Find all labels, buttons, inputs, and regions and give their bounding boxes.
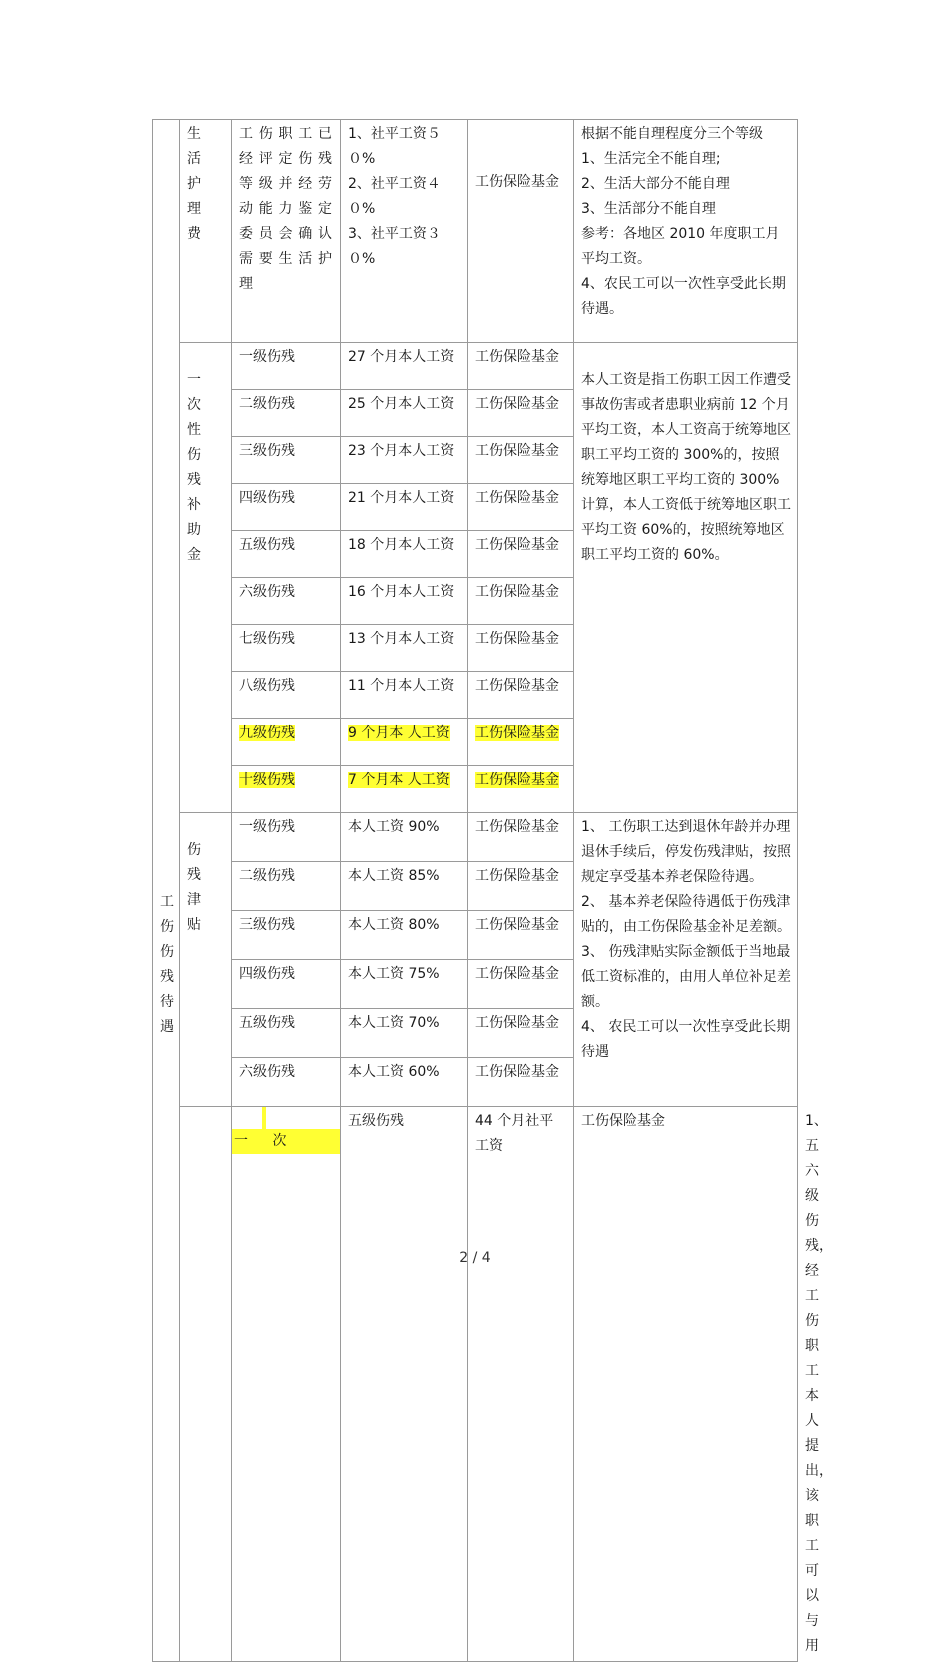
standard-cell: 本人工资 75%	[341, 960, 468, 1009]
category-label: 工伤伤残待遇	[160, 893, 174, 1035]
grade-cell	[232, 719, 341, 766]
highlighted-source: 工伤保险基金	[475, 772, 559, 788]
category-cell	[153, 120, 180, 1662]
next-name: 一 次	[232, 1129, 340, 1154]
standard-cell: 44 个月社平工资	[468, 1107, 574, 1662]
source-cell: 工伤保险基金	[468, 813, 574, 862]
grade-cell: 五级伤残	[232, 1009, 341, 1058]
source-cell: 工伤保险基金	[468, 343, 574, 390]
source-cell: 工伤保险基金	[468, 625, 574, 672]
standard-cell: 16 个月本人工资	[341, 578, 468, 625]
highlighted-standard: 7 个月本 人工资	[348, 772, 450, 788]
source-cell	[468, 766, 574, 813]
source-cell	[468, 719, 574, 766]
standard-cell: 21 个月本人工资	[341, 484, 468, 531]
grade-cell: 三级伤残	[232, 437, 341, 484]
standard-cell: 本人工资 85%	[341, 862, 468, 911]
subcategory-cell	[180, 120, 232, 343]
source-cell: 工伤保险基金	[468, 484, 574, 531]
source-cell: 工伤保险基金	[468, 437, 574, 484]
grade-cell: 三级伤残	[232, 911, 341, 960]
lump-sum-name: 一次性伤残补助金	[187, 372, 201, 563]
grade-cell: 五级伤残	[341, 1107, 468, 1662]
standard-cell: 23 个月本人工资	[341, 437, 468, 484]
source-cell: 工伤保险基金	[468, 531, 574, 578]
standard-cell	[341, 120, 468, 343]
table-row	[153, 120, 798, 343]
note-cell	[574, 120, 798, 343]
condition-cell: 工伤职工已经评定伤残等级并经劳动能力鉴定委员会确认需要生活护理	[232, 120, 341, 343]
note-line: 4、农民工可以一次性享受此长期待遇。	[581, 276, 786, 317]
grade-cell: 四级伤残	[232, 960, 341, 1009]
note-line: 1、生活完全不能自理;	[581, 151, 721, 167]
subcategory-cell	[180, 343, 232, 813]
source-text: 工伤保险基金	[475, 174, 559, 190]
note-line: 3、 伤残津贴实际金额低于当地最低工资标准的，由用人单位补足差额。	[581, 944, 791, 1010]
standard-cell: 13 个月本人工资	[341, 625, 468, 672]
standard-cell: 本人工资 60%	[341, 1058, 468, 1107]
standard-cell	[341, 766, 468, 813]
note-line: 2、 基本养老保险待遇低于伤残津贴的，由工伤保险基金补足差额。	[581, 894, 791, 935]
highlight-mark	[262, 1107, 266, 1129]
source-cell: 工伤保险基金	[468, 862, 574, 911]
source-cell: 工伤保险基金	[468, 960, 574, 1009]
standard-cell: 11 个月本人工资	[341, 672, 468, 719]
source-cell: 工伤保险基金	[468, 1058, 574, 1107]
standard-line: 2、社平工资４０%	[348, 176, 441, 217]
grade-cell: 二级伤残	[232, 862, 341, 911]
standard-cell: 本人工资 80%	[341, 911, 468, 960]
note-line: 2、生活大部分不能自理	[581, 176, 730, 192]
standard-cell: 25 个月本人工资	[341, 390, 468, 437]
source-cell	[468, 120, 574, 343]
note-line: 4、 农民工可以一次性享受此长期待遇	[581, 1019, 791, 1060]
standard-cell: 27 个月本人工资	[341, 343, 468, 390]
grade-cell: 六级伤残	[232, 578, 341, 625]
grade-cell	[232, 766, 341, 813]
grade-cell: 一级伤残	[232, 813, 341, 862]
table-row: 一 次 五级伤残 44 个月社平工资 工伤保险基金 1、五六级伤残，经工伤职工本人提出，该职工可以与用	[153, 1107, 798, 1662]
note-line: 根据不能自理程度分三个等级	[581, 126, 763, 142]
source-cell: 工伤保险基金	[468, 578, 574, 625]
grade-cell: 八级伤残	[232, 672, 341, 719]
table-row	[153, 813, 798, 862]
grade-cell: 四级伤残	[232, 484, 341, 531]
allowance-name: 伤残津贴	[187, 842, 201, 933]
note-line: 参考：各地区 2010 年度职工月平均工资。	[581, 226, 780, 267]
note-line: 3、生活部分不能自理	[581, 201, 716, 217]
grade-cell: 五级伤残	[232, 531, 341, 578]
note-cell	[574, 813, 798, 1107]
standard-line: 1、社平工资５０%	[348, 126, 441, 167]
benefits-table	[152, 119, 833, 1662]
source-cell: 工伤保险基金	[468, 1009, 574, 1058]
highlighted-grade: 九级伤残	[239, 725, 295, 741]
standard-cell	[341, 719, 468, 766]
page-number: 2 / 4	[459, 1250, 491, 1266]
standard-cell: 本人工资 90%	[341, 813, 468, 862]
source-cell: 工伤保险基金	[574, 1107, 798, 1662]
grade-cell: 一级伤残	[232, 343, 341, 390]
standard-cell: 18 个月本人工资	[341, 531, 468, 578]
note-line: 1、 工伤职工达到退休年龄并办理退休手续后，停发伤残津贴，按照规定享受基本养老保险待遇。	[581, 819, 791, 885]
grade-cell: 六级伤残	[232, 1058, 341, 1107]
note-cell	[574, 343, 798, 813]
source-cell: 工伤保险基金	[468, 672, 574, 719]
highlighted-grade: 十级伤残	[239, 772, 295, 788]
nursing-name: 生活护理费	[187, 126, 201, 242]
source-cell: 工伤保险基金	[468, 911, 574, 960]
highlighted-standard: 9 个月本 人工资	[348, 725, 450, 741]
standard-line: 3、社平工资３０%	[348, 226, 441, 267]
source-cell: 工伤保险基金	[468, 390, 574, 437]
lump-sum-note: 本人工资是指工伤职工因工作遭受事故伤害或者患职业病前 12 个月平均工资，本人工资高于统筹地区职工平均工资的 300%的，按照统筹地区职工平均工资的 300%计算，本人工资低于统筹地区职工平均工资 60%的，按照统筹地区职工平均工资的 60%。	[581, 372, 791, 563]
table-row	[153, 343, 798, 390]
grade-cell: 二级伤残	[232, 390, 341, 437]
highlighted-source: 工伤保险基金	[475, 725, 559, 741]
standard-cell: 本人工资 70%	[341, 1009, 468, 1058]
subcategory-cell	[180, 813, 232, 1107]
grade-cell: 七级伤残	[232, 625, 341, 672]
subcategory-cell	[232, 1107, 341, 1662]
category-cell	[180, 1107, 232, 1662]
